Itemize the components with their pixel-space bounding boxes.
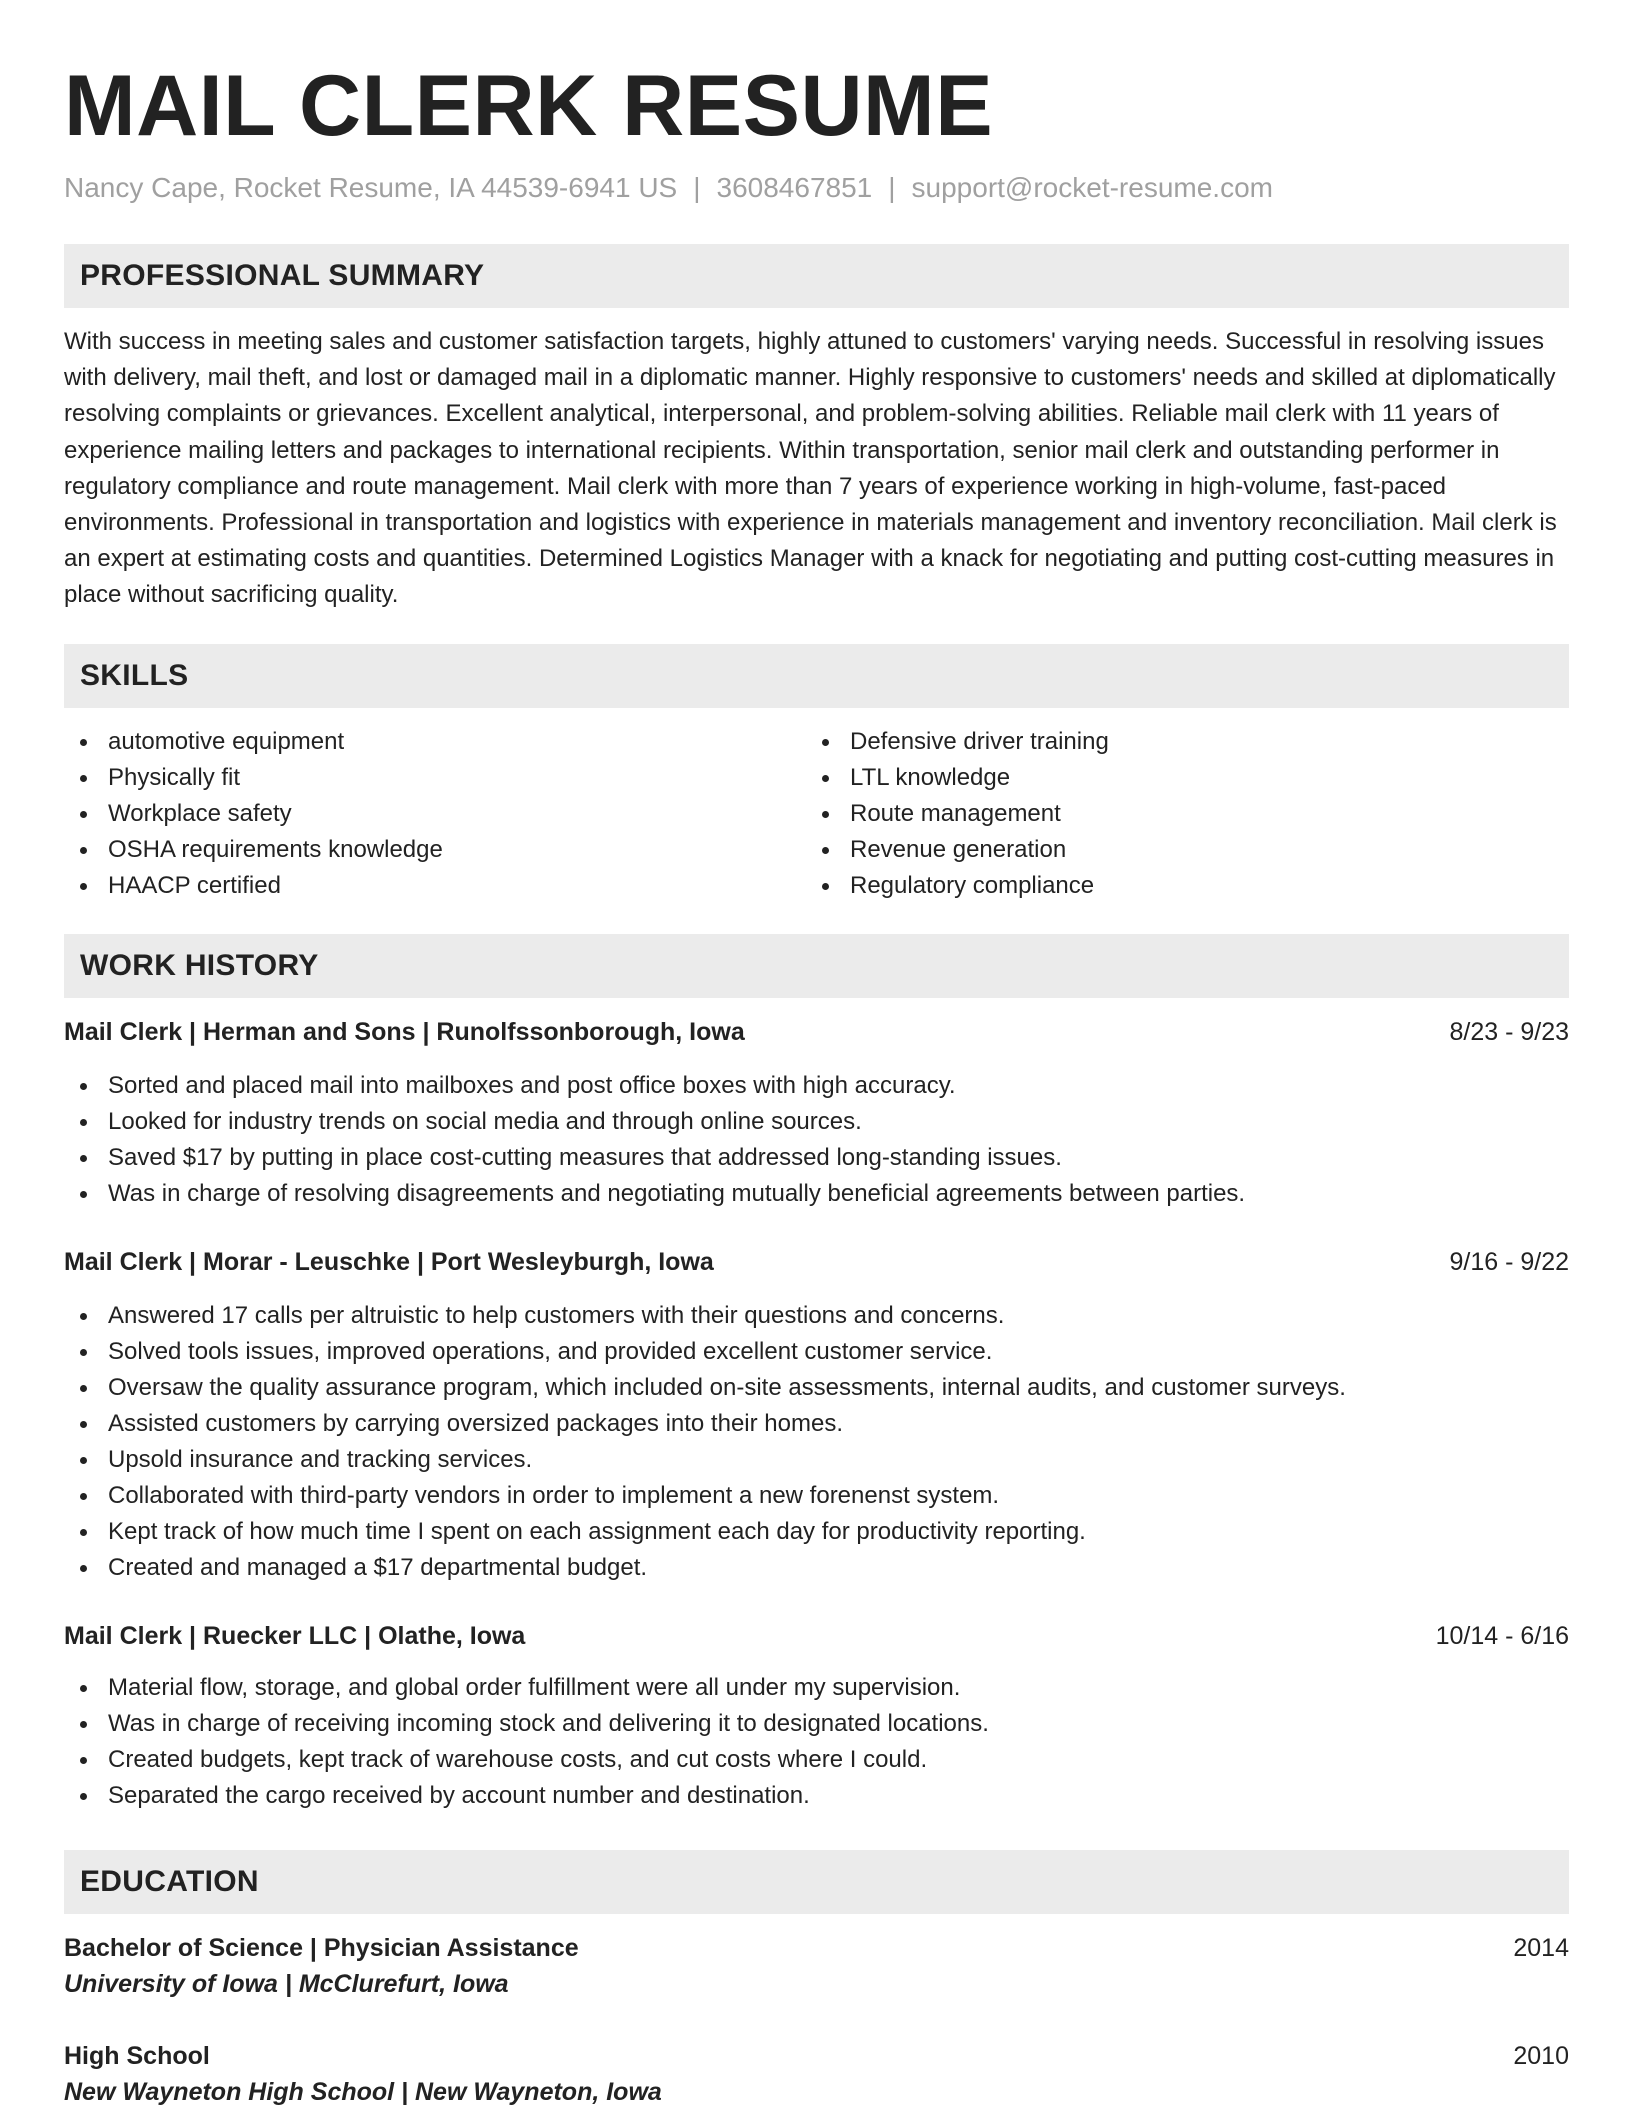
job-bullet: Created and managed a $17 departmental budget. bbox=[64, 1550, 1569, 1586]
job-entry bbox=[64, 1014, 1569, 1212]
education-school: University of Iowa | McClurefurt, Iowa bbox=[64, 1969, 509, 1998]
education-degree: High School bbox=[64, 2041, 210, 2070]
job-entry bbox=[64, 1618, 1569, 1814]
skills-list-right bbox=[806, 724, 1569, 904]
job-bullet: Was in charge of resolving disagreements and negotiating mutually beneficial agreements between parties. bbox=[64, 1176, 1569, 1212]
job-bullet: Collaborated with third-party vendors in order to implement a new forenenst system. bbox=[64, 1478, 1569, 1514]
education-degree: Bachelor of Science | Physician Assistance bbox=[64, 1933, 579, 1962]
contact-email: support@rocket-resume.com bbox=[911, 172, 1273, 203]
education-year: 2010 bbox=[1513, 2041, 1569, 2070]
section-heading-work-history: WORK HISTORY bbox=[64, 934, 1569, 998]
education-entry bbox=[64, 1930, 1569, 2002]
job-dates: 8/23 - 9/23 bbox=[1449, 1017, 1569, 1046]
section-heading-education: EDUCATION bbox=[64, 1850, 1569, 1914]
job-bullet: Upsold insurance and tracking services. bbox=[64, 1442, 1569, 1478]
job-entry bbox=[64, 1244, 1569, 1586]
job-bullets bbox=[64, 1298, 1569, 1586]
job-bullet: Sorted and placed mail into mailboxes and post office boxes with high accuracy. bbox=[64, 1068, 1569, 1104]
skill-item: Workplace safety bbox=[64, 796, 806, 832]
skill-item: HAACP certified bbox=[64, 868, 806, 904]
job-title: Mail Clerk | Morar - Leuschke | Port Wesleyburgh, Iowa bbox=[64, 1247, 714, 1276]
education-header bbox=[64, 2038, 1569, 2074]
job-bullet: Saved $17 by putting in place cost-cutting measures that addressed long-standing issues. bbox=[64, 1140, 1569, 1176]
education-header bbox=[64, 1930, 1569, 1966]
job-bullet: Oversaw the quality assurance program, which included on-site assessments, internal audits, and customer surveys. bbox=[64, 1370, 1569, 1406]
education-school: New Wayneton High School | New Wayneton, Iowa bbox=[64, 2077, 662, 2106]
job-bullet: Material flow, storage, and global order fulfillment were all under my supervision. bbox=[64, 1670, 1569, 1706]
job-bullet: Answered 17 calls per altruistic to help customers with their questions and concerns. bbox=[64, 1298, 1569, 1334]
contact-phone: 3608467851 bbox=[716, 172, 873, 203]
contact-separator: | bbox=[888, 172, 896, 203]
job-header bbox=[64, 1244, 1569, 1280]
section-heading-skills: SKILLS bbox=[64, 644, 1569, 708]
job-title: Mail Clerk | Ruecker LLC | Olathe, Iowa bbox=[64, 1621, 526, 1650]
skills-grid bbox=[64, 724, 1569, 904]
section-heading-summary: PROFESSIONAL SUMMARY bbox=[64, 244, 1569, 308]
contact-separator: | bbox=[693, 172, 701, 203]
job-dates: 10/14 - 6/16 bbox=[1435, 1621, 1569, 1650]
skill-item: Regulatory compliance bbox=[806, 868, 1569, 904]
job-bullet: Solved tools issues, improved operations, and provided excellent customer service. bbox=[64, 1334, 1569, 1370]
job-bullet: Assisted customers by carrying oversized packages into their homes. bbox=[64, 1406, 1569, 1442]
summary-text: With success in meeting sales and customer satisfaction targets, highly attuned to customers' varying needs. Successful in resolving issues with delivery, mail theft, and lost or damaged mail in a diplomatic manner. Highly responsive to customers' needs and skilled at diplomatically resolving complaints or grievances. Excellent analytical, interpersonal, and problem-solving abilities. Reliable mail clerk with 11 years of experience mailing letters and packages to international recipients. Within transportation, senior mail clerk and outstanding performer in regulatory compliance and route management. Mail clerk with more than 7 years of experience working in high-volume, fast-paced environments. Professional in transportation and logistics with experience in materials management and inventory reconciliation. Mail clerk is an expert at estimating costs and quantities. Determined Logistics Manager with a knack for negotiating and putting cost-cutting measures in place without sacrificing quality. bbox=[64, 328, 1557, 609]
skill-item: Physically fit bbox=[64, 760, 806, 796]
job-bullet: Created budgets, kept track of warehouse costs, and cut costs where I could. bbox=[64, 1742, 1569, 1778]
job-title: Mail Clerk | Herman and Sons | Runolfssonborough, Iowa bbox=[64, 1017, 745, 1046]
job-header bbox=[64, 1618, 1569, 1654]
job-bullet: Was in charge of receiving incoming stock and delivering it to designated locations. bbox=[64, 1706, 1569, 1742]
job-bullets bbox=[64, 1670, 1569, 1814]
job-bullet: Kept track of how much time I spent on each assignment each day for productivity reporting. bbox=[64, 1514, 1569, 1550]
skill-item: Revenue generation bbox=[806, 832, 1569, 868]
education-entry bbox=[64, 2038, 1569, 2110]
contact-line bbox=[64, 170, 1569, 206]
contact-address: Nancy Cape, Rocket Resume, IA 44539-6941 US bbox=[64, 172, 678, 203]
education-year: 2014 bbox=[1513, 1933, 1569, 1962]
job-dates: 9/16 - 9/22 bbox=[1449, 1247, 1569, 1276]
job-bullet: Looked for industry trends on social media and through online sources. bbox=[64, 1104, 1569, 1140]
skill-item: automotive equipment bbox=[64, 724, 806, 760]
skill-item: LTL knowledge bbox=[806, 760, 1569, 796]
job-bullet: Separated the cargo received by account number and destination. bbox=[64, 1778, 1569, 1814]
skill-item: Route management bbox=[806, 796, 1569, 832]
resume-title: MAIL CLERK RESUME bbox=[64, 58, 994, 154]
skill-item: Defensive driver training bbox=[806, 724, 1569, 760]
skills-list-left bbox=[64, 724, 806, 904]
skill-item: OSHA requirements knowledge bbox=[64, 832, 806, 868]
job-header bbox=[64, 1014, 1569, 1050]
job-bullets bbox=[64, 1068, 1569, 1212]
